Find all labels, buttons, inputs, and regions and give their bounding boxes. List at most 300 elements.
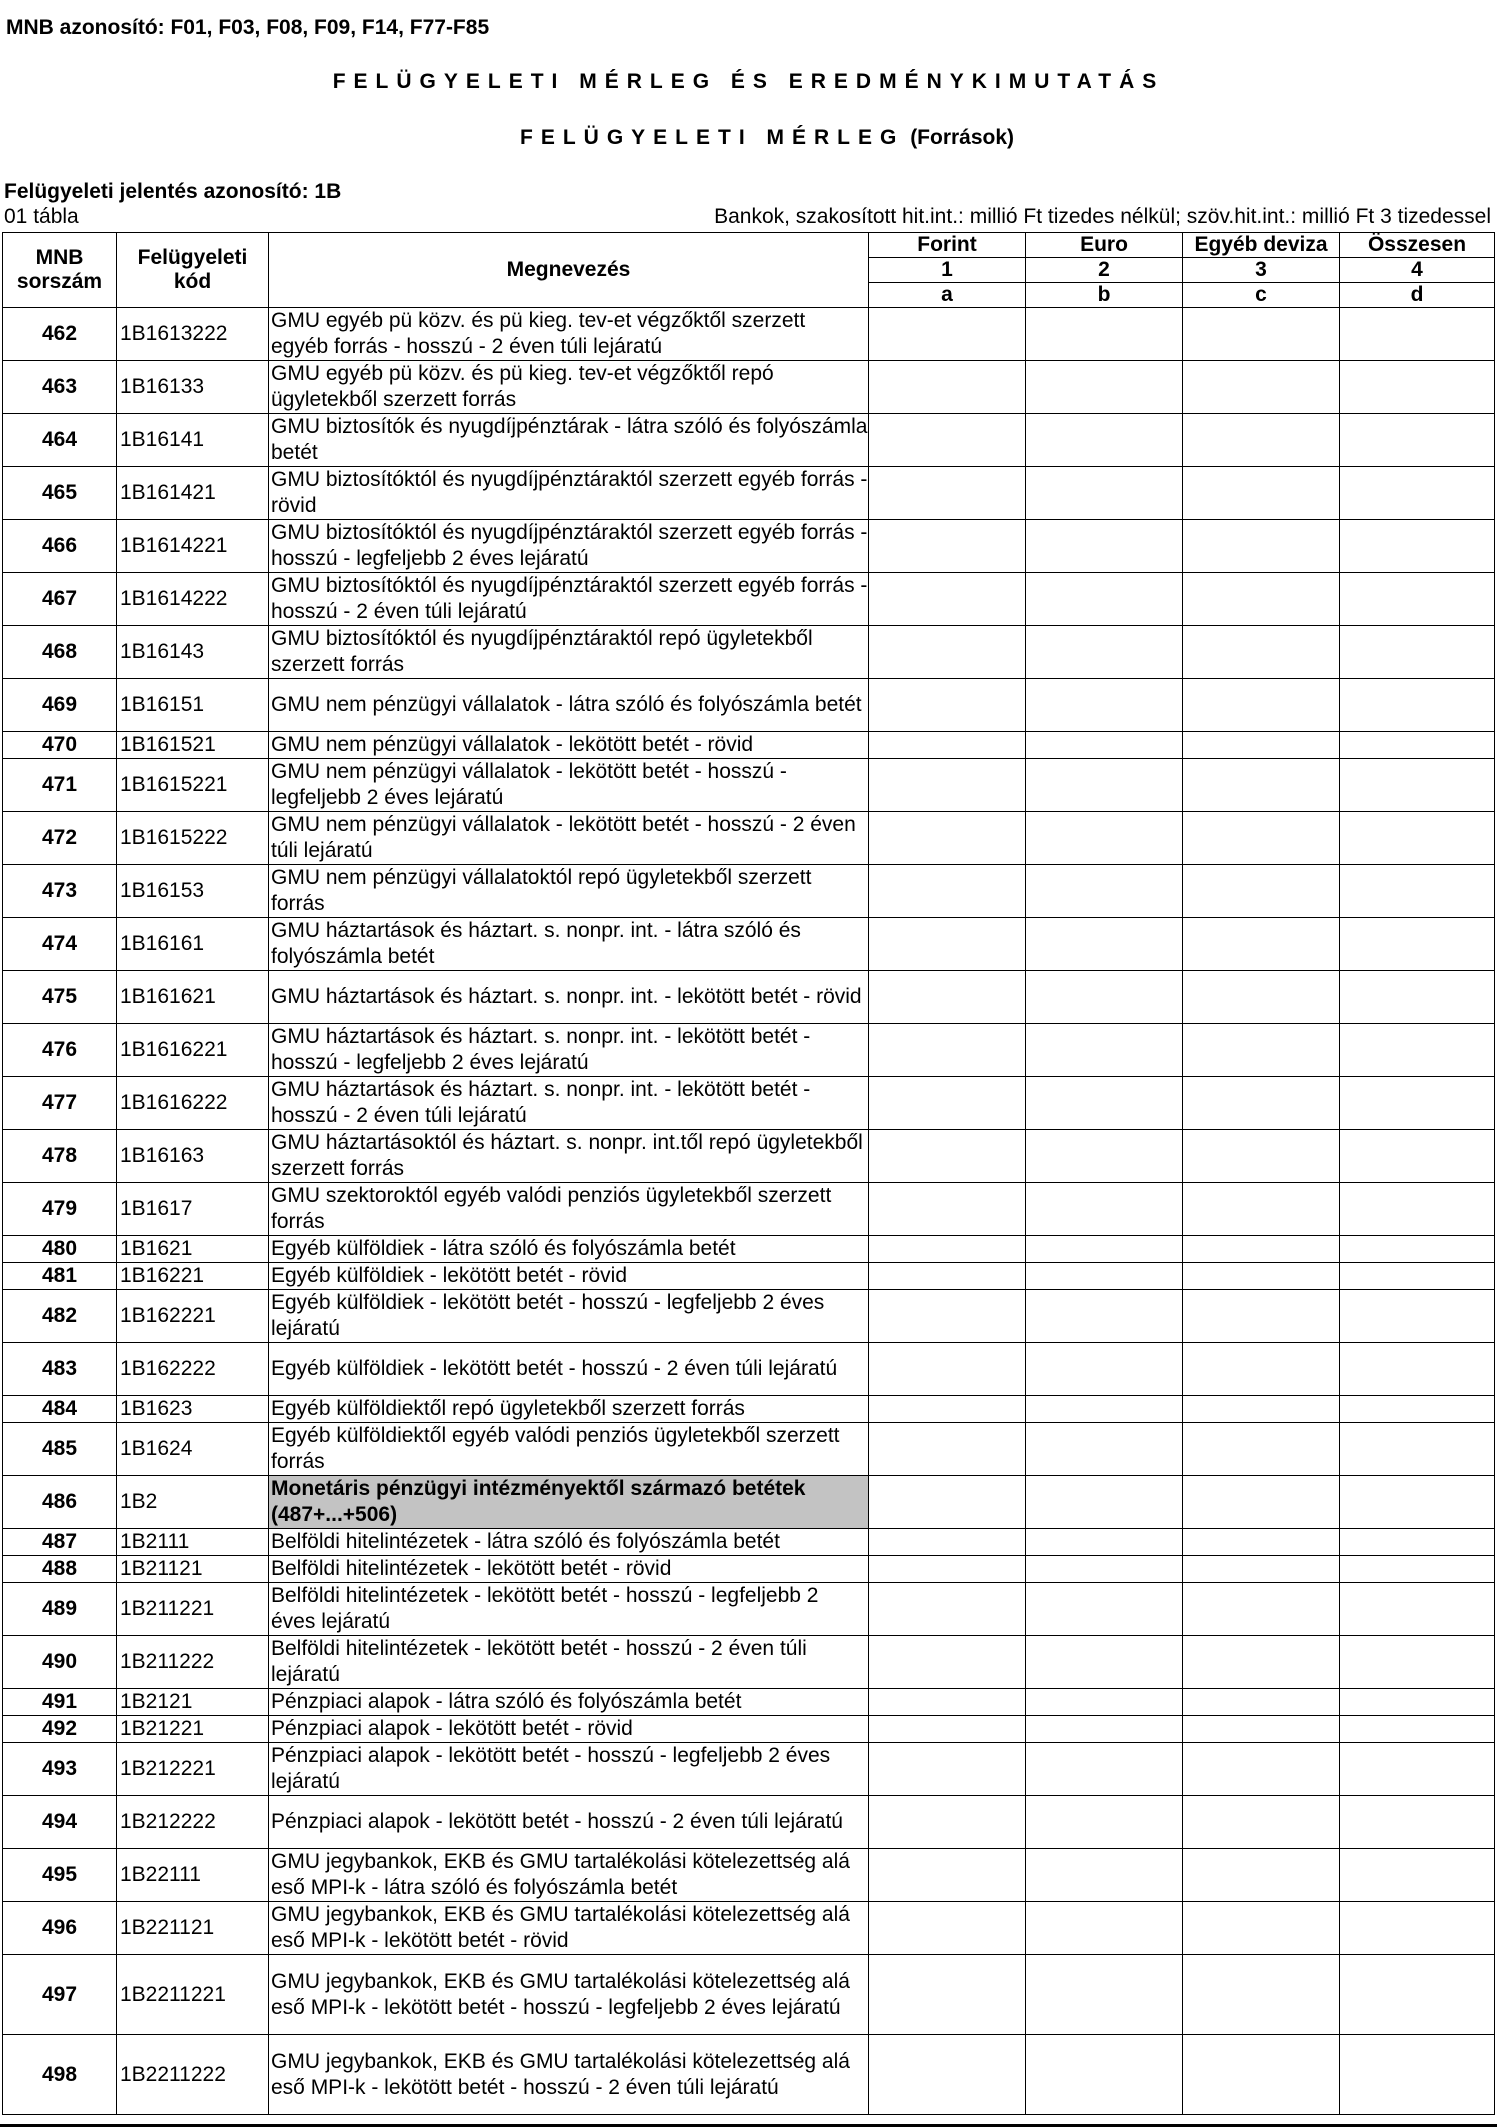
col-header-total: Összesen [1340,233,1495,258]
value-cell-forint [869,1955,1026,2035]
value-cell-total [1340,1902,1495,1955]
row-serial-number: 462 [3,308,117,361]
value-cell-euro [1026,1290,1183,1343]
value-cell-forint [869,1024,1026,1077]
value-cell-forint [869,1689,1026,1716]
value-cell-forint [869,1796,1026,1849]
value-cell-euro [1026,971,1183,1024]
table-row [3,1743,1495,1796]
units-note: Bankok, szakosított hit.int.: millió Ft tizedes nélkül; szöv.hit.int.: millió Ft 3 tizedessel [714,205,1491,228]
subtitle-suffix: (Források) [910,126,1015,149]
value-cell-euro [1026,1716,1183,1743]
value-cell-total [1340,1955,1495,2035]
row-serial-number: 472 [3,812,117,865]
value-cell-total [1340,1396,1495,1423]
row-supervisory-code: 1B2111 [117,1529,269,1556]
row-description: Pénzpiaci alapok - látra szóló és folyószámla betét [269,1689,869,1716]
value-cell-euro [1026,1263,1183,1290]
row-supervisory-code: 1B161621 [117,971,269,1024]
value-cell-forint [869,759,1026,812]
row-description: Egyéb külföldiek - lekötött betét - hosszú - legfeljebb 2 éves lejáratú [269,1290,869,1343]
row-supervisory-code: 1B16151 [117,679,269,732]
table-row [3,759,1495,812]
value-cell-total [1340,812,1495,865]
row-serial-number: 471 [3,759,117,812]
value-cell-euro [1026,2035,1183,2115]
row-description: GMU szektoroktól egyéb valódi penziós ügyletekből szerzett forrás [269,1183,869,1236]
value-cell-euro [1026,573,1183,626]
row-description: GMU jegybankok, EKB és GMU tartalékolási kötelezettség alá eső MPI-k - látra szóló és folyószámla betét [269,1849,869,1902]
value-cell-total [1340,1423,1495,1476]
document-subtitle [520,126,1014,150]
row-serial-number: 484 [3,1396,117,1423]
value-cell-other-currency [1183,1556,1340,1583]
document-title: FELÜGYELETI MÉRLEG ÉS EREDMÉNYKIMUTATÁS [332,70,1165,93]
table-row [3,1636,1495,1689]
col-header-code-line1: Felügyeleti [137,246,248,269]
col-number-1: 1 [869,258,1026,283]
row-serial-number: 477 [3,1077,117,1130]
value-cell-other-currency [1183,1583,1340,1636]
value-cell-euro [1026,1689,1183,1716]
balance-sheet-table [2,232,1495,2115]
value-cell-total [1340,1077,1495,1130]
value-cell-total [1340,2035,1495,2115]
row-supervisory-code: 1B22111 [117,1849,269,1902]
value-cell-other-currency [1183,2035,1340,2115]
value-cell-total [1340,679,1495,732]
row-supervisory-code: 1B21121 [117,1556,269,1583]
table-row [3,1476,1495,1529]
value-cell-forint [869,467,1026,520]
col-header-euro: Euro [1026,233,1183,258]
value-cell-other-currency [1183,1183,1340,1236]
col-letter-c: c [1183,283,1340,308]
value-cell-forint [869,1236,1026,1263]
value-cell-other-currency [1183,308,1340,361]
row-serial-number: 476 [3,1024,117,1077]
row-supervisory-code: 1B161521 [117,732,269,759]
value-cell-total [1340,1689,1495,1716]
value-cell-euro [1026,1396,1183,1423]
value-cell-other-currency [1183,467,1340,520]
row-description: GMU biztosítók és nyugdíjpénztárak - látra szóló és folyószámla betét [269,414,869,467]
value-cell-forint [869,1290,1026,1343]
table-row [3,1263,1495,1290]
value-cell-euro [1026,414,1183,467]
table-row [3,971,1495,1024]
value-cell-other-currency [1183,1423,1340,1476]
value-cell-euro [1026,1476,1183,1529]
value-cell-euro [1026,1955,1183,2035]
row-serial-number: 498 [3,2035,117,2115]
row-supervisory-code: 1B211221 [117,1583,269,1636]
row-serial-number: 485 [3,1423,117,1476]
row-description: GMU háztartások és háztart. s. nonpr. int. - lekötött betét - hosszú - legfeljebb 2 éves lejáratú [269,1024,869,1077]
row-serial-number: 483 [3,1343,117,1396]
row-description: GMU biztosítóktól és nyugdíjpénztáraktól szerzett egyéb forrás - rövid [269,467,869,520]
row-supervisory-code: 1B1616221 [117,1024,269,1077]
row-description: GMU háztartások és háztart. s. nonpr. int. - látra szóló és folyószámla betét [269,918,869,971]
value-cell-forint [869,414,1026,467]
table-row [3,1902,1495,1955]
value-cell-total [1340,759,1495,812]
col-header-code-line2: kód [173,270,212,293]
row-serial-number: 463 [3,361,117,414]
value-cell-total [1340,1476,1495,1529]
row-serial-number: 475 [3,971,117,1024]
value-cell-total [1340,1716,1495,1743]
col-header-code [117,233,269,308]
row-description: GMU nem pénzügyi vállalatok - lekötött betét - rövid [269,732,869,759]
report-identifier: Felügyeleti jelentés azonosító: 1B [4,180,342,203]
row-serial-number: 488 [3,1556,117,1583]
value-cell-other-currency [1183,414,1340,467]
value-cell-total [1340,1343,1495,1396]
row-description: Egyéb külföldiek - lekötött betét - hosszú - 2 éven túli lejáratú [269,1343,869,1396]
value-cell-forint [869,1849,1026,1902]
table-row [3,1290,1495,1343]
row-supervisory-code: 1B16141 [117,414,269,467]
table-row [3,812,1495,865]
value-cell-total [1340,1130,1495,1183]
value-cell-other-currency [1183,1902,1340,1955]
row-description: Pénzpiaci alapok - lekötött betét - rövid [269,1716,869,1743]
value-cell-other-currency [1183,1743,1340,1796]
value-cell-euro [1026,732,1183,759]
value-cell-euro [1026,1183,1183,1236]
row-description: GMU egyéb pü közv. és pü kieg. tev-et végzőktől repó ügyletekből szerzett forrás [269,361,869,414]
value-cell-euro [1026,759,1183,812]
table-row [3,1955,1495,2035]
value-cell-euro [1026,1556,1183,1583]
row-supervisory-code: 1B16143 [117,626,269,679]
value-cell-total [1340,1290,1495,1343]
col-number-4: 4 [1340,258,1495,283]
col-letter-b: b [1026,283,1183,308]
row-supervisory-code: 1B1621 [117,1236,269,1263]
value-cell-forint [869,1902,1026,1955]
row-description: GMU jegybankok, EKB és GMU tartalékolási kötelezettség alá eső MPI-k - lekötött betét - hosszú - legfeljebb 2 éves lejáratú [269,1955,869,2035]
value-cell-other-currency [1183,1343,1340,1396]
value-cell-other-currency [1183,1130,1340,1183]
row-description: Belföldi hitelintézetek - látra szóló és folyószámla betét [269,1529,869,1556]
table-row [3,467,1495,520]
value-cell-forint [869,1743,1026,1796]
row-description: GMU háztartások és háztart. s. nonpr. int. - lekötött betét - hosszú - 2 éven túli lejáratú [269,1077,869,1130]
row-description: Egyéb külföldiek - lekötött betét - rövid [269,1263,869,1290]
value-cell-forint [869,1476,1026,1529]
table-row [3,1396,1495,1423]
row-serial-number: 469 [3,679,117,732]
value-cell-forint [869,1077,1026,1130]
row-serial-number: 465 [3,467,117,520]
value-cell-euro [1026,1583,1183,1636]
value-cell-forint [869,1716,1026,1743]
col-header-serial-line2: sorszám [16,270,103,293]
value-cell-other-currency [1183,1529,1340,1556]
value-cell-euro [1026,679,1183,732]
value-cell-other-currency [1183,759,1340,812]
row-supervisory-code: 1B2121 [117,1689,269,1716]
value-cell-total [1340,1183,1495,1236]
value-cell-euro [1026,1743,1183,1796]
table-row [3,361,1495,414]
value-cell-euro [1026,626,1183,679]
value-cell-total [1340,1556,1495,1583]
value-cell-other-currency [1183,812,1340,865]
col-header-serial-line1: MNB [35,246,84,269]
value-cell-euro [1026,361,1183,414]
table-row [3,1130,1495,1183]
row-description: GMU háztartásoktól és háztart. s. nonpr. int.től repó ügyletekből szerzett forrás [269,1130,869,1183]
value-cell-euro [1026,918,1183,971]
value-cell-other-currency [1183,865,1340,918]
table-row [3,414,1495,467]
row-serial-number: 495 [3,1849,117,1902]
row-description: GMU biztosítóktól és nyugdíjpénztáraktól szerzett egyéb forrás - hosszú - legfeljebb 2 éves lejáratú [269,520,869,573]
value-cell-other-currency [1183,1716,1340,1743]
table-row [3,679,1495,732]
value-cell-other-currency [1183,573,1340,626]
value-cell-total [1340,1796,1495,1849]
value-cell-forint [869,971,1026,1024]
row-description: Egyéb külföldiektől repó ügyletekből szerzett forrás [269,1396,869,1423]
value-cell-total [1340,1236,1495,1263]
row-supervisory-code: 1B1624 [117,1423,269,1476]
col-number-3: 3 [1183,258,1340,283]
value-cell-forint [869,1343,1026,1396]
value-cell-total [1340,1529,1495,1556]
row-serial-number: 480 [3,1236,117,1263]
value-cell-forint [869,812,1026,865]
table-row [3,2035,1495,2115]
table-row [3,573,1495,626]
value-cell-forint [869,520,1026,573]
row-description: GMU biztosítóktól és nyugdíjpénztáraktól repó ügyletekből szerzett forrás [269,626,869,679]
value-cell-forint [869,1583,1026,1636]
row-serial-number: 474 [3,918,117,971]
value-cell-forint [869,1636,1026,1689]
value-cell-forint [869,2035,1026,2115]
row-supervisory-code: 1B16163 [117,1130,269,1183]
value-cell-euro [1026,1636,1183,1689]
subtitle-main: FELÜGYELETI MÉRLEG [520,126,905,149]
table-number: 01 tábla [4,205,79,228]
row-supervisory-code: 1B16161 [117,918,269,971]
table-row [3,1024,1495,1077]
value-cell-other-currency [1183,732,1340,759]
value-cell-other-currency [1183,361,1340,414]
value-cell-other-currency [1183,1236,1340,1263]
value-cell-other-currency [1183,626,1340,679]
value-cell-other-currency [1183,520,1340,573]
row-serial-number: 497 [3,1955,117,2035]
table-row [3,1077,1495,1130]
row-serial-number: 470 [3,732,117,759]
value-cell-euro [1026,1796,1183,1849]
row-supervisory-code: 1B16133 [117,361,269,414]
row-supervisory-code: 1B1623 [117,1396,269,1423]
value-cell-total [1340,1263,1495,1290]
row-supervisory-code: 1B1617 [117,1183,269,1236]
value-cell-total [1340,1743,1495,1796]
row-description: GMU egyéb pü közv. és pü kieg. tev-et végzőktől szerzett egyéb forrás - hosszú - 2 éven túli lejáratú [269,308,869,361]
value-cell-euro [1026,1077,1183,1130]
row-serial-number: 489 [3,1583,117,1636]
row-supervisory-code: 1B16153 [117,865,269,918]
row-serial-number: 492 [3,1716,117,1743]
row-description: GMU nem pénzügyi vállalatok - lekötött betét - hosszú - legfeljebb 2 éves lejáratú [269,759,869,812]
value-cell-other-currency [1183,971,1340,1024]
col-header-forint: Forint [869,233,1026,258]
table-row [3,1796,1495,1849]
row-supervisory-code: 1B1615222 [117,812,269,865]
row-description: Pénzpiaci alapok - lekötött betét - hosszú - legfeljebb 2 éves lejáratú [269,1743,869,1796]
col-header-other-currency: Egyéb deviza [1183,233,1340,258]
row-serial-number: 468 [3,626,117,679]
row-description: Belföldi hitelintézetek - lekötött betét - hosszú - legfeljebb 2 éves lejáratú [269,1583,869,1636]
value-cell-other-currency [1183,1636,1340,1689]
row-supervisory-code: 1B21221 [117,1716,269,1743]
row-description: GMU biztosítóktól és nyugdíjpénztáraktól szerzett egyéb forrás - hosszú - 2 éven túli lejáratú [269,573,869,626]
row-serial-number: 496 [3,1902,117,1955]
value-cell-other-currency [1183,1024,1340,1077]
table-row [3,626,1495,679]
value-cell-euro [1026,467,1183,520]
value-cell-forint [869,918,1026,971]
value-cell-forint [869,732,1026,759]
row-description: Belföldi hitelintézetek - lekötött betét - rövid [269,1556,869,1583]
row-supervisory-code: 1B1614222 [117,573,269,626]
row-supervisory-code: 1B2 [117,1476,269,1529]
table-row [3,520,1495,573]
value-cell-euro [1026,1902,1183,1955]
row-supervisory-code: 1B212222 [117,1796,269,1849]
row-description: Belföldi hitelintézetek - lekötött betét - hosszú - 2 éven túli lejáratú [269,1636,869,1689]
value-cell-forint [869,361,1026,414]
value-cell-euro [1026,1343,1183,1396]
value-cell-euro [1026,520,1183,573]
row-serial-number: 494 [3,1796,117,1849]
value-cell-euro [1026,865,1183,918]
row-supervisory-code: 1B1616222 [117,1077,269,1130]
value-cell-total [1340,414,1495,467]
table-row [3,1343,1495,1396]
value-cell-euro [1026,1423,1183,1476]
mnb-identifier: MNB azonosító: F01, F03, F08, F09, F14, F77-F85 [6,16,490,39]
row-serial-number: 486 [3,1476,117,1529]
table-row [3,308,1495,361]
row-description: GMU háztartások és háztart. s. nonpr. int. - lekötött betét - rövid [269,971,869,1024]
value-cell-total [1340,308,1495,361]
row-description: Egyéb külföldiek - látra szóló és folyószámla betét [269,1236,869,1263]
row-supervisory-code: 1B162221 [117,1290,269,1343]
value-cell-total [1340,573,1495,626]
row-serial-number: 481 [3,1263,117,1290]
table-row [3,1529,1495,1556]
row-supervisory-code: 1B1613222 [117,308,269,361]
row-serial-number: 467 [3,573,117,626]
row-description: Egyéb külföldiektől egyéb valódi penziós ügyletekből szerzett forrás [269,1423,869,1476]
col-number-2: 2 [1026,258,1183,283]
table-row [3,918,1495,971]
row-supervisory-code: 1B2211222 [117,2035,269,2115]
value-cell-forint [869,308,1026,361]
value-cell-forint [869,1130,1026,1183]
table-row [3,1689,1495,1716]
value-cell-other-currency [1183,1689,1340,1716]
value-cell-other-currency [1183,679,1340,732]
value-cell-other-currency [1183,1263,1340,1290]
row-supervisory-code: 1B16221 [117,1263,269,1290]
row-serial-number: 490 [3,1636,117,1689]
row-serial-number: 473 [3,865,117,918]
value-cell-forint [869,1529,1026,1556]
row-description: GMU nem pénzügyi vállalatok - lekötött betét - hosszú - 2 éven túli lejáratú [269,812,869,865]
value-cell-forint [869,1423,1026,1476]
value-cell-other-currency [1183,1955,1340,2035]
row-supervisory-code: 1B221121 [117,1902,269,1955]
value-cell-total [1340,361,1495,414]
row-supervisory-code: 1B161421 [117,467,269,520]
value-cell-other-currency [1183,1796,1340,1849]
table-row [3,1556,1495,1583]
value-cell-total [1340,1636,1495,1689]
row-serial-number: 464 [3,414,117,467]
value-cell-euro [1026,1236,1183,1263]
col-letter-a: a [869,283,1026,308]
value-cell-other-currency [1183,1077,1340,1130]
value-cell-forint [869,1183,1026,1236]
row-description: GMU jegybankok, EKB és GMU tartalékolási kötelezettség alá eső MPI-k - lekötött betét - rövid [269,1902,869,1955]
row-serial-number: 482 [3,1290,117,1343]
row-serial-number: 491 [3,1689,117,1716]
row-serial-number: 493 [3,1743,117,1796]
value-cell-total [1340,467,1495,520]
value-cell-total [1340,520,1495,573]
value-cell-euro [1026,1849,1183,1902]
row-supervisory-code: 1B1615221 [117,759,269,812]
value-cell-forint [869,1556,1026,1583]
row-description: GMU jegybankok, EKB és GMU tartalékolási kötelezettség alá eső MPI-k - lekötött betét - hosszú - 2 éven túli lejáratú [269,2035,869,2115]
value-cell-euro [1026,812,1183,865]
value-cell-euro [1026,308,1183,361]
value-cell-forint [869,626,1026,679]
value-cell-other-currency [1183,1396,1340,1423]
table-body [3,308,1495,2115]
col-letter-d: d [1340,283,1495,308]
value-cell-other-currency [1183,1476,1340,1529]
row-description: GMU nem pénzügyi vállalatoktól repó ügyletekből szerzett forrás [269,865,869,918]
value-cell-total [1340,1583,1495,1636]
row-supervisory-code: 1B1614221 [117,520,269,573]
row-serial-number: 466 [3,520,117,573]
value-cell-other-currency [1183,1849,1340,1902]
value-cell-total [1340,865,1495,918]
row-supervisory-code: 1B162222 [117,1343,269,1396]
value-cell-forint [869,1263,1026,1290]
row-serial-number: 479 [3,1183,117,1236]
value-cell-forint [869,865,1026,918]
value-cell-other-currency [1183,918,1340,971]
table-row [3,1716,1495,1743]
table-row [3,1236,1495,1263]
row-serial-number: 487 [3,1529,117,1556]
col-header-serial [3,233,117,308]
value-cell-euro [1026,1130,1183,1183]
row-supervisory-code: 1B211222 [117,1636,269,1689]
